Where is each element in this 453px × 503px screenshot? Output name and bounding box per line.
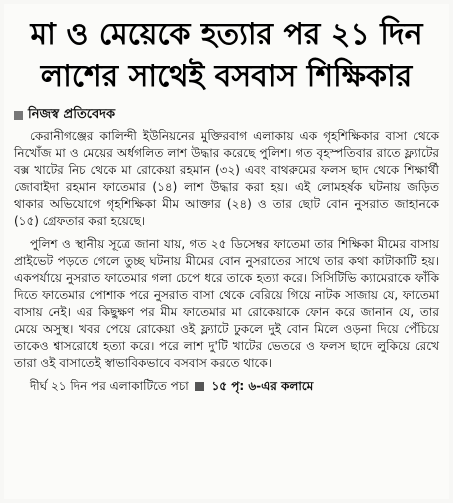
continuation-line bbox=[14, 378, 439, 394]
headline-line-1: মা ও মেয়েকে হত্যার পর ২১ দিন bbox=[30, 17, 423, 52]
byline bbox=[14, 107, 439, 123]
headline bbox=[4, 4, 449, 98]
article-body bbox=[14, 128, 439, 372]
continued-reference: ১৫ পৃ: ৬-এর কলামে bbox=[211, 379, 314, 393]
headline-line-2: লাশের সাথেই বসবাস শিক্ষিকার bbox=[40, 59, 413, 94]
square-bullet-icon bbox=[14, 111, 23, 120]
square-marker-icon bbox=[195, 382, 204, 391]
byline-text: নিজস্ব প্রতিবেদক bbox=[28, 107, 116, 122]
article-paragraph-1: কেরানীগঞ্জের কালিন্দী ইউনিয়নের মুক্তিরবাগ এলাকায় এক গৃহশিক্ষিকার বাসা থেকে নিখোঁজ মা ও মেয়ের অর্ধগলিত লাশ উদ্ধার করেছে পুলিশ। গত বৃহস্পতিবার রাতে ফ্ল্যাটের বক্স খাটের নিচ থেকে মা রোকেয়া রহমান (৩২) এবং বাথরুমের ফলস ছাদ থেকে শিক্ষার্থী জোবাইদা রহমান ফাতেমার (১৪) লাশ উদ্ধার করা হয়। এই লোমহর্ষক ঘটনায় জড়িত থাকার অভিযোগে গৃহশিক্ষিকা মীম আক্তার (২৪) ও তার ছোট বোন নুসরাত জাহানকে (১৫) গ্রেফতার করা হয়েছে। bbox=[14, 129, 439, 228]
newspaper-clipping bbox=[4, 4, 449, 499]
continued-text: দীর্ঘ ২১ দিন পর এলাকাটিতে পচা bbox=[30, 379, 189, 393]
article-paragraph-2: পুলিশ ও স্থানীয় সূত্রে জানা যায়, গত ২৫ ডিসেম্বর ফাতেমা তার শিক্ষিকা মীমের বাসায় প্রাইভেট পড়তে গেলে তুচ্ছ ঘটনায় মীমের বোন নুসরাতের সাথে তার কথা কাটাকাটি হয়। একপর্যায়ে নুসরাত ফাতেমার গলা চেপে ধরে তাকে হত্যা করে। সিসিটিভি ক্যামেরাকে ফাঁকি দিতে ফাতেমার পোশাক পরে নুসরাত বাসা থেকে বেরিয়ে গিয়ে নাটক সাজায় যে, ফাতেমা বাসায় নেই। এর কিছুক্ষণ পর মীম ফাতেমার মা রোকেয়াকে ফোন করে জানান যে, তার মেয়ে অসুস্থ। খবর পেয়ে রোকেয়া ওই ফ্ল্যাটে ঢুকলে দুই বোন মিলে ওড়না দিয়ে পেঁচিয়ে তাকেও শ্বাসরোধে হত্যা করে। পরে লাশ দু'টি খাটের ভেতরে ও ফলস ছাদে লুকিয়ে রেখে তারা ওই বাসাতেই স্বাভাবিকভাবে বসবাস করতে থাকে। bbox=[14, 237, 439, 370]
